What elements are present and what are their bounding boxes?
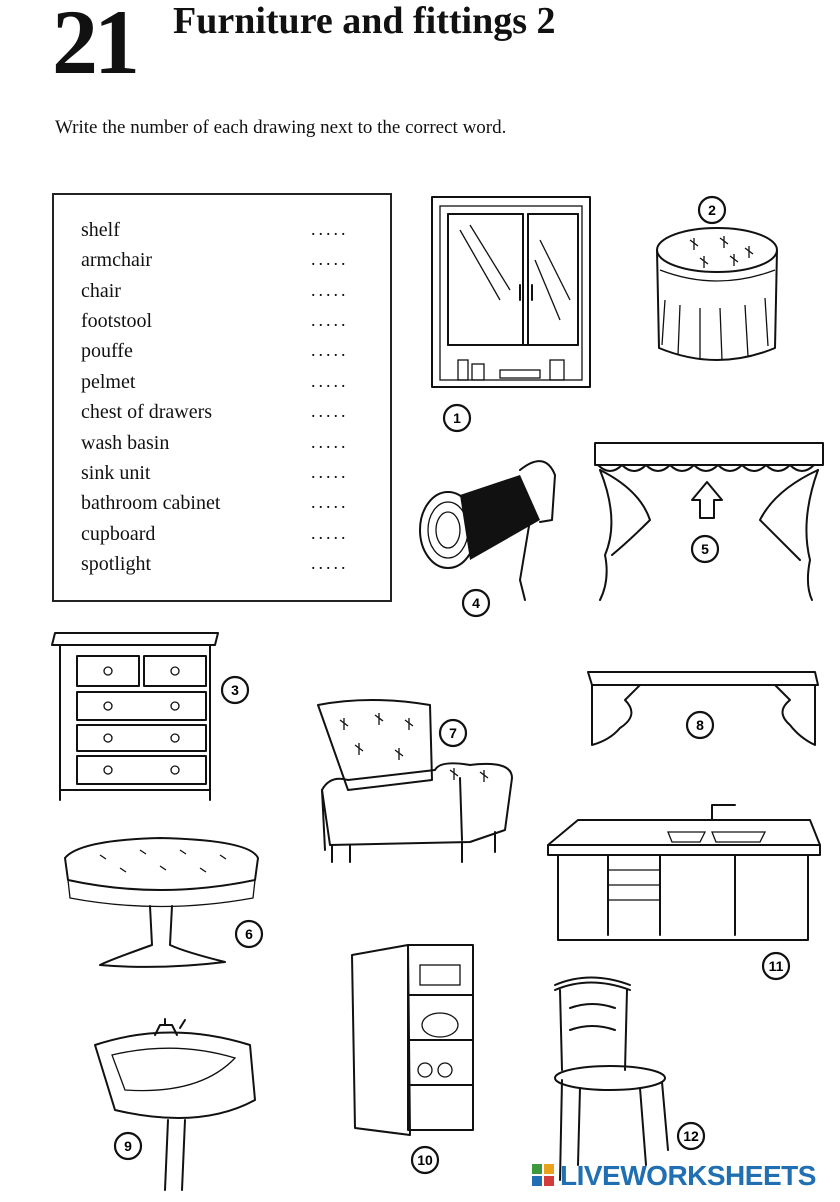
number-label: 1: [453, 410, 461, 426]
number-label: 10: [417, 1152, 433, 1168]
number-label: 6: [245, 926, 253, 942]
answer-blank[interactable]: .....: [311, 432, 349, 452]
drawing-12-chair: [555, 978, 704, 1181]
answer-blank[interactable]: .....: [311, 523, 349, 543]
answer-blank[interactable]: .....: [311, 462, 349, 482]
word-label: shelf: [81, 219, 120, 241]
number-label: 11: [768, 958, 784, 974]
number-label: 2: [708, 202, 716, 218]
word-label: pelmet: [81, 371, 136, 393]
drawing-5-pelmet: [595, 443, 823, 600]
number-label: 4: [472, 595, 480, 611]
word-label: spotlight: [81, 553, 152, 575]
liveworksheets-logo-icon: [532, 1164, 556, 1188]
answer-blank[interactable]: .....: [311, 310, 349, 330]
watermark-text: LIVEWORKSHEETS: [560, 1160, 816, 1191]
drawing-7-armchair: [318, 700, 512, 862]
answer-blank[interactable]: .....: [311, 249, 349, 269]
word-label: sink unit: [81, 462, 151, 484]
answer-blank[interactable]: .....: [311, 371, 349, 391]
drawing-3-chest-of-drawers: [52, 633, 248, 800]
word-label: bathroom cabinet: [81, 492, 221, 514]
answer-blank[interactable]: .....: [311, 340, 349, 360]
answer-blank[interactable]: .....: [311, 492, 349, 512]
instruction-text: Write the number of each drawing next to the correct word.: [55, 117, 507, 138]
number-label: 9: [124, 1138, 132, 1154]
drawing-2-pouffe: [657, 197, 777, 360]
number-label: 12: [683, 1128, 699, 1144]
drawing-1-bathroom-cabinet: [432, 197, 590, 431]
number-label: 3: [231, 682, 239, 698]
word-label: chest of drawers: [81, 401, 213, 423]
unit-number: 21: [52, 0, 136, 93]
drawing-8-shelf: [588, 672, 818, 745]
page-title: Furniture and fittings 2: [173, 0, 556, 42]
drawing-4-spotlight: [420, 461, 555, 616]
answer-blank[interactable]: .....: [311, 280, 349, 300]
answer-blank[interactable]: .....: [311, 401, 349, 421]
word-label: cupboard: [81, 523, 156, 545]
word-label: wash basin: [81, 432, 170, 454]
number-label: 8: [696, 717, 704, 733]
drawing-6-footstool: [65, 838, 262, 967]
number-label: 5: [701, 541, 709, 557]
answer-blank[interactable]: .....: [311, 219, 349, 239]
word-label: pouffe: [81, 340, 133, 362]
drawing-11-sink-unit: [548, 805, 820, 979]
drawing-9-wash-basin: [95, 1019, 255, 1190]
number-label: 7: [449, 725, 457, 741]
word-label: chair: [81, 280, 121, 302]
word-label: footstool: [81, 310, 153, 332]
drawing-10-cupboard: [352, 945, 473, 1173]
word-label: armchair: [81, 249, 153, 271]
answer-blank[interactable]: .....: [311, 553, 349, 573]
